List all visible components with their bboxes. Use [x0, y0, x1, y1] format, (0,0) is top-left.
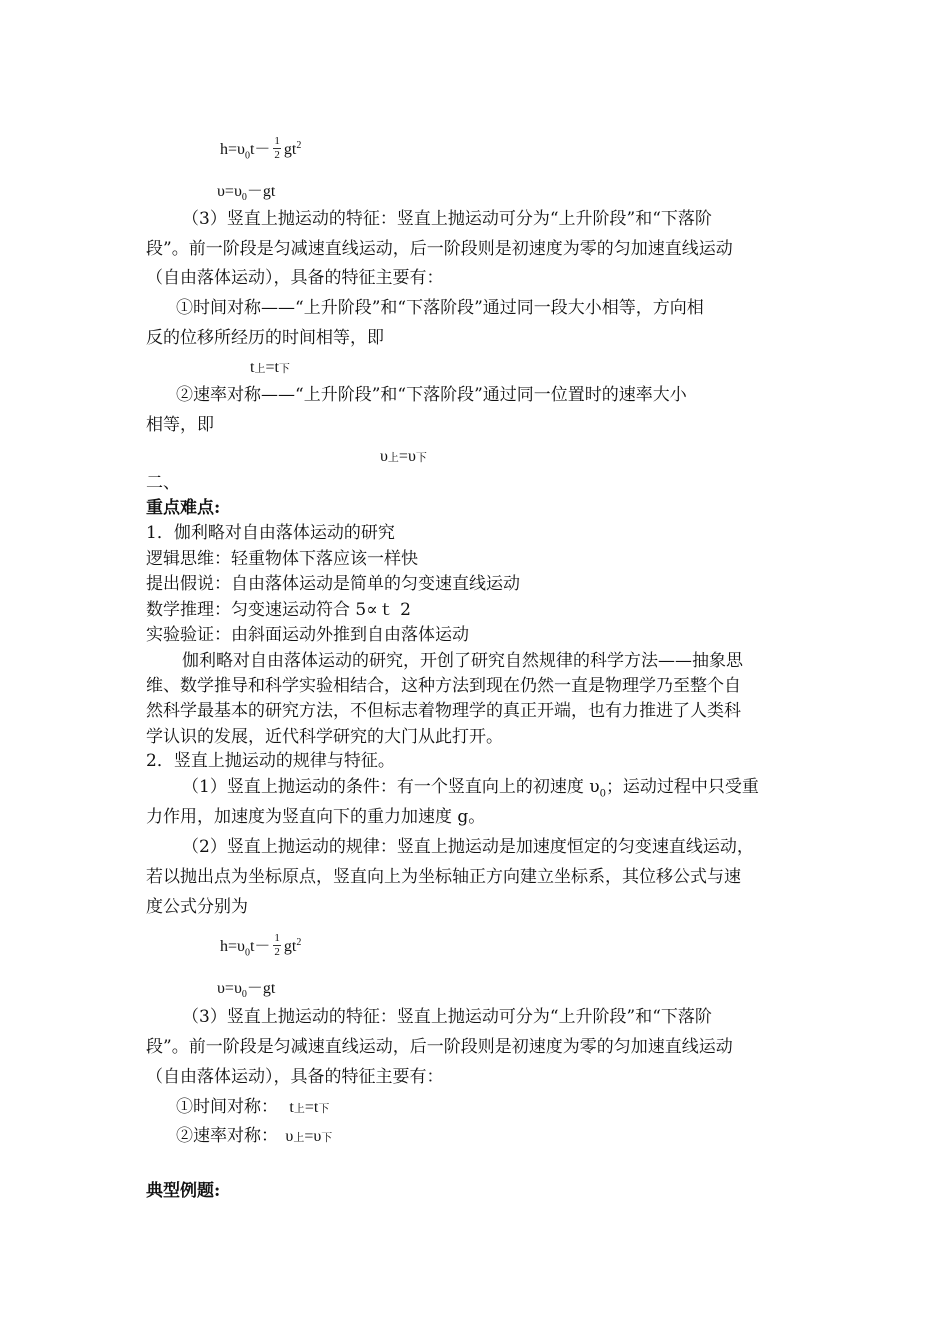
time-symmetry-line: ①时间对称： t上=t下 — [176, 1097, 330, 1117]
one-half-fraction: $\frac{1}{2}$ — [274, 135, 280, 161]
list-item: 提出假说：自由落体运动是简单的匀变速直线运动 — [146, 574, 520, 594]
paragraph-line: 段”。前一阶段是匀减速直线运动，后一阶段则是初速度为零的匀加速直线运动 — [146, 1037, 733, 1057]
paragraph-line: 力作用，加速度为竖直向下的重力加速度 g。 — [146, 807, 486, 827]
paragraph-line: 维、数学推导和科学实验相结合，这种方法到现在仍然一直是物理学乃至整个自 — [146, 676, 741, 696]
speed-equality: υ上=υ下 — [380, 448, 427, 465]
one-half-fraction: $\frac{1}{2}$ — [274, 932, 280, 958]
time-equality: t上=t下 — [250, 359, 290, 376]
paragraph-line: 学认识的发展，近代科学研究的大门从此打开。 — [146, 727, 503, 747]
paragraph-line: 度公式分别为 — [146, 897, 248, 917]
item-title: 2．竖直上抛运动的规律与特征。 — [146, 751, 395, 771]
section-heading: 重点难点: — [146, 498, 221, 518]
paragraph-line: （2）竖直上抛运动的规律：竖直上抛运动是加速度恒定的匀变速直线运动， — [182, 837, 754, 857]
list-item: 实验验证：由斜面运动外推到自由落体运动 — [146, 625, 469, 645]
section-number: 二、 — [146, 473, 180, 493]
paragraph-line: （3）竖直上抛运动的特征：竖直上抛运动可分为“上升阶段”和“下落阶 — [182, 1007, 712, 1027]
paragraph-line: 相等，即 — [146, 415, 214, 435]
velocity-formula: $\upsilon=\upsilon_0-gt$ — [217, 183, 276, 204]
paragraph-line: ①时间对称——“上升阶段”和“下落阶段”通过同一段大小相等，方向相 — [176, 298, 704, 318]
list-item: 数学推理：匀变速运动符合 5∝ｔ 2 — [146, 600, 411, 620]
paragraph-line: 段”。前一阶段是匀减速直线运动，后一阶段则是初速度为零的匀加速直线运动 — [146, 239, 733, 259]
item-title: 1．伽利略对自由落体运动的研究 — [146, 523, 395, 543]
paragraph-line: （3）竖直上抛运动的特征：竖直上抛运动可分为“上升阶段”和“下落阶 — [182, 209, 712, 229]
paragraph-line: 反的位移所经历的时间相等，即 — [146, 328, 384, 348]
paragraph-line: （自由落体运动），具备的特征主要有： — [146, 1067, 444, 1087]
paragraph-line: ②速率对称——“上升阶段”和“下落阶段”通过同一位置时的速率大小 — [176, 385, 687, 405]
section-heading: 典型例题: — [146, 1181, 221, 1201]
paragraph-line: 伽利略对自由落体运动的研究，开创了研究自然规律的科学方法——抽象思 — [182, 651, 743, 671]
paragraph-line: （自由落体运动），具备的特征主要有： — [146, 268, 444, 288]
speed-symmetry-line: ②速率对称： υ上=υ下 — [176, 1126, 333, 1146]
paragraph-line: （1）竖直上抛运动的条件：有一个竖直向上的初速度 $\upsilon_0$；运动过程中只受重 — [182, 777, 759, 800]
velocity-formula: $\upsilon=\upsilon_0-gt$ — [217, 980, 276, 1001]
displacement-formula: $h=\upsilon_0t-$ $\frac{1}{2}$ $gt^2$ — [220, 932, 302, 959]
list-item: 逻辑思维：轻重物体下落应该一样快 — [146, 549, 418, 569]
paragraph-line: 然科学最基本的研究方法，不但标志着物理学的真正开端，也有力推进了人类科 — [146, 701, 741, 721]
paragraph-line: 若以抛出点为坐标原点，竖直向上为坐标轴正方向建立坐标系，其位移公式与速 — [146, 867, 741, 887]
displacement-formula: $h=\upsilon_0t-$ $\frac{1}{2}$ $gt^2$ — [220, 135, 302, 162]
